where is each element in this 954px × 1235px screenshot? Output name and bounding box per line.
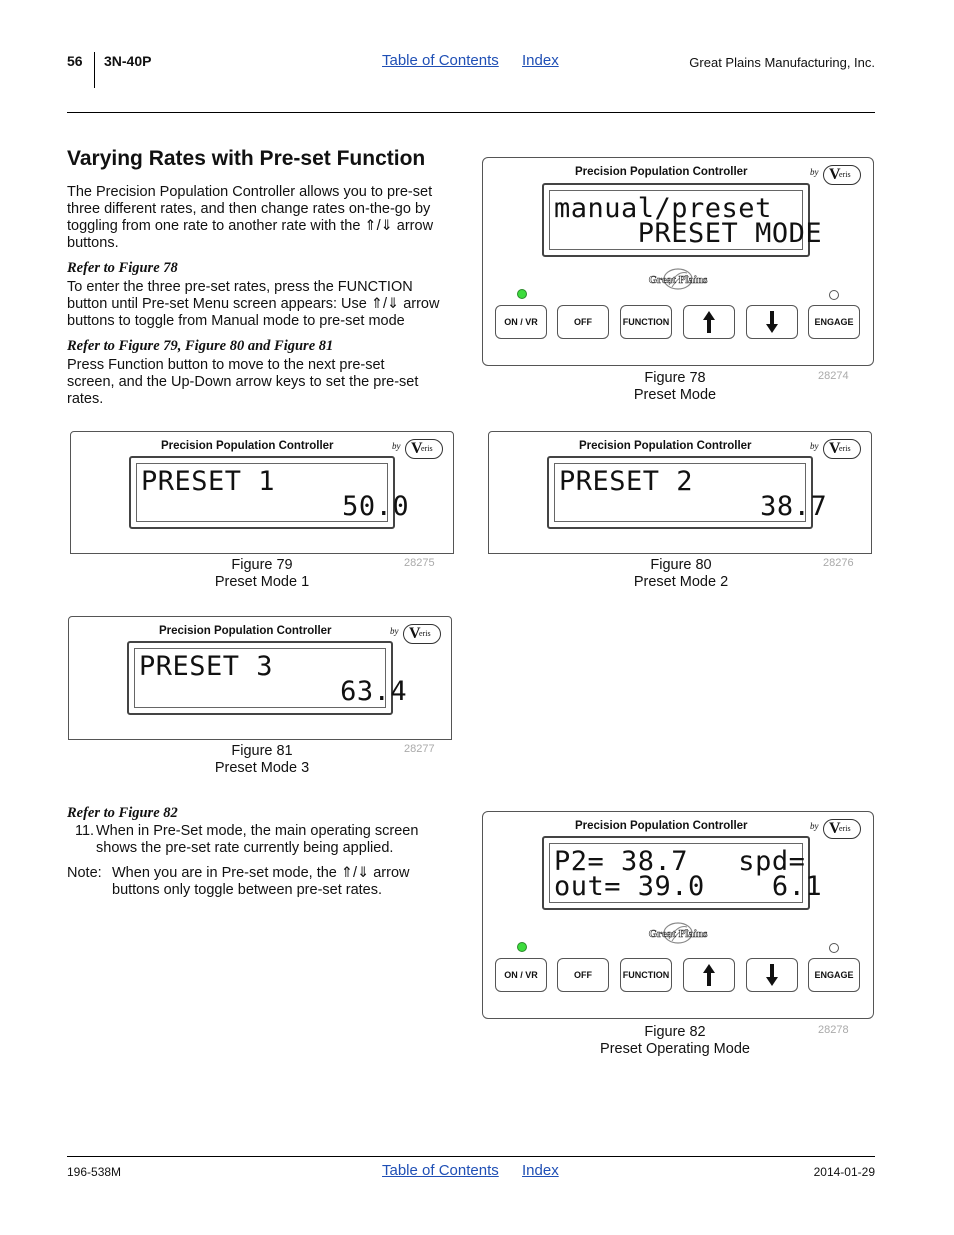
company-name: Great Plains Manufacturing, Inc.: [689, 55, 875, 70]
veris-logo: [405, 439, 443, 459]
step-number: 11.: [75, 823, 95, 839]
controller-panel-fig78: [482, 157, 874, 366]
lcd-display: [127, 641, 408, 715]
instruction-line: To enter the three pre-set rates, press the FUNCTION: [67, 279, 413, 295]
function-button[interactable]: FUNCTION: [620, 305, 672, 339]
figure-title: Preset Mode 1: [214, 574, 310, 590]
veris-logo-text: eris: [419, 629, 431, 638]
intro-line: toggling from one rate to another rate with the ⇑/⇓ arrow: [67, 218, 434, 234]
figure-title: Preset Mode 2: [633, 574, 729, 590]
function-line: rates.: [67, 391, 104, 407]
toc-link-bottom[interactable]: Table of Contents: [382, 1162, 499, 1179]
instruction-line: button until Pre-set Menu screen appears: Use ⇑/⇓ arrow: [67, 296, 440, 312]
power-led: [517, 289, 527, 299]
intro-line: The Precision Population Controller allows you to pre-set: [67, 184, 433, 200]
engage-led: [829, 943, 839, 953]
function-paragraph: [67, 357, 418, 408]
figure-78-code: 28274: [818, 370, 849, 382]
page-number: 56: [67, 53, 83, 69]
model-name: 3N-40P: [104, 53, 152, 69]
veris-logo: [823, 439, 861, 459]
publish-date: 2014-01-29: [813, 1165, 875, 1179]
lcd-line-1: PRESET 2: [559, 466, 694, 497]
lcd-line-2: 63.4: [139, 676, 408, 707]
instruction-paragraph: [67, 279, 439, 330]
reference-figures-79-81: Refer to Figure 79, Figure 80 and Figure 81: [67, 338, 334, 354]
section-title: Varying Rates with Pre-set Function: [67, 147, 426, 170]
off-button[interactable]: OFF: [557, 958, 609, 992]
figure-78-caption: [605, 370, 745, 404]
controller-title: Precision Population Controller: [575, 820, 748, 832]
controller-panel-fig80: [488, 431, 872, 554]
up-arrow-icon: [702, 310, 716, 334]
figure-label: Figure 82: [644, 1024, 706, 1040]
veris-logo-v: V: [829, 440, 841, 457]
figure-title: Preset Mode 3: [214, 760, 310, 776]
down-arrow-button[interactable]: [746, 958, 798, 992]
lcd-display: [542, 183, 823, 257]
veris-logo-text: eris: [839, 170, 851, 179]
great-plains-logo: [639, 922, 717, 944]
veris-logo: [403, 624, 441, 644]
by-label: by: [392, 441, 401, 451]
lcd-display: [547, 456, 828, 529]
doc-number: 196-538M: [67, 1165, 122, 1179]
intro-paragraph: [67, 184, 433, 252]
note-line: When you are in Pre-set mode, the ⇑/⇓ arrow: [112, 865, 410, 881]
by-label: by: [810, 821, 819, 831]
veris-logo-text: eris: [839, 824, 851, 833]
down-arrow-icon: [765, 963, 779, 987]
figure-79-caption: [192, 557, 332, 591]
by-label: by: [810, 441, 819, 451]
lcd-line-1: PRESET 3: [139, 651, 274, 682]
toc-link-top[interactable]: Table of Contents: [382, 52, 499, 69]
lcd-display: [542, 836, 823, 910]
lcd-line-2: out= 39.0 6.1: [554, 871, 823, 902]
controller-panel-fig81: [68, 616, 452, 740]
figure-label: Figure 81: [231, 743, 293, 759]
lcd-line-2: PRESET MODE: [554, 218, 823, 249]
lcd-line-2: 38.7: [559, 491, 828, 522]
figure-79-code: 28275: [404, 557, 435, 569]
step-line: shows the pre-set rate currently being applied.: [96, 840, 394, 856]
function-line: screen, and the Up-Down arrow keys to set the pre-set: [67, 374, 419, 390]
controller-title: Precision Population Controller: [159, 625, 332, 637]
veris-logo-text: eris: [839, 444, 851, 453]
figure-80-caption: [611, 557, 751, 591]
figure-label: Figure 79: [231, 557, 293, 573]
note-label: Note:: [67, 865, 102, 881]
function-button[interactable]: FUNCTION: [620, 958, 672, 992]
note-line: buttons only toggle between pre-set rates.: [112, 882, 383, 898]
figure-label: Figure 80: [650, 557, 712, 573]
note-text: [112, 865, 410, 899]
up-arrow-icon: [702, 963, 716, 987]
figure-title: Preset Operating Mode: [600, 1041, 750, 1057]
step-line: When in Pre-Set mode, the main operating screen: [96, 823, 419, 839]
up-arrow-button[interactable]: [683, 958, 735, 992]
controller-title: Precision Population Controller: [575, 166, 748, 178]
down-arrow-button[interactable]: [746, 305, 798, 339]
svg-text:Great Plains: Great Plains: [648, 928, 708, 940]
svg-text:Great Plains: Great Plains: [648, 274, 708, 286]
figure-label: Figure 78: [644, 370, 706, 386]
veris-logo: [823, 165, 861, 185]
on-vr-button[interactable]: ON / VR: [495, 305, 547, 339]
veris-logo-v: V: [829, 820, 841, 837]
reference-figure-78: Refer to Figure 78: [67, 260, 178, 276]
lcd-line-2: 50.0: [141, 491, 410, 522]
header-divider: [94, 52, 95, 88]
controller-title: Precision Population Controller: [579, 440, 752, 452]
figure-81-code: 28277: [404, 743, 435, 755]
figure-80-code: 28276: [823, 557, 854, 569]
figure-82-caption: [575, 1024, 775, 1058]
figure-82-code: 28278: [818, 1024, 849, 1036]
down-arrow-icon: [765, 310, 779, 334]
veris-logo-text: eris: [421, 444, 433, 453]
off-button[interactable]: OFF: [557, 305, 609, 339]
lcd-line-1: P2= 38.7 spd=: [554, 846, 806, 877]
veris-logo-v: V: [411, 440, 423, 457]
engage-button[interactable]: ENGAGE: [808, 958, 860, 992]
veris-logo-v: V: [829, 166, 841, 183]
controller-title: Precision Population Controller: [161, 440, 334, 452]
veris-logo: [823, 819, 861, 839]
intro-line: buttons.: [67, 235, 119, 251]
intro-line: three different rates, and then change rates on-the-go by: [67, 201, 431, 217]
index-link-bottom[interactable]: Index: [522, 1162, 559, 1179]
instruction-line: buttons to toggle from Manual mode to pre-set mode: [67, 313, 405, 329]
up-arrow-button[interactable]: [683, 305, 735, 339]
lcd-line-1: manual/preset: [554, 193, 772, 224]
function-line: Press Function button to move to the next pre-set: [67, 357, 385, 373]
veris-logo-v: V: [409, 625, 421, 642]
lcd-line-1: PRESET 1: [141, 466, 276, 497]
header-rule: [67, 112, 875, 113]
controller-panel-fig82: [482, 811, 874, 1019]
controller-panel-fig79: [70, 431, 454, 554]
by-label: by: [390, 626, 399, 636]
step-text: [96, 823, 418, 857]
great-plains-logo: [639, 268, 717, 290]
on-vr-button[interactable]: ON / VR: [495, 958, 547, 992]
power-led: [517, 942, 527, 952]
engage-button[interactable]: ENGAGE: [808, 305, 860, 339]
index-link-top[interactable]: Index: [522, 52, 559, 69]
footer-rule: [67, 1156, 875, 1157]
by-label: by: [810, 167, 819, 177]
figure-title: Preset Mode: [633, 387, 717, 403]
engage-led: [829, 290, 839, 300]
figure-81-caption: [192, 743, 332, 777]
reference-figure-82: Refer to Figure 82: [67, 805, 178, 821]
lcd-display: [129, 456, 410, 529]
